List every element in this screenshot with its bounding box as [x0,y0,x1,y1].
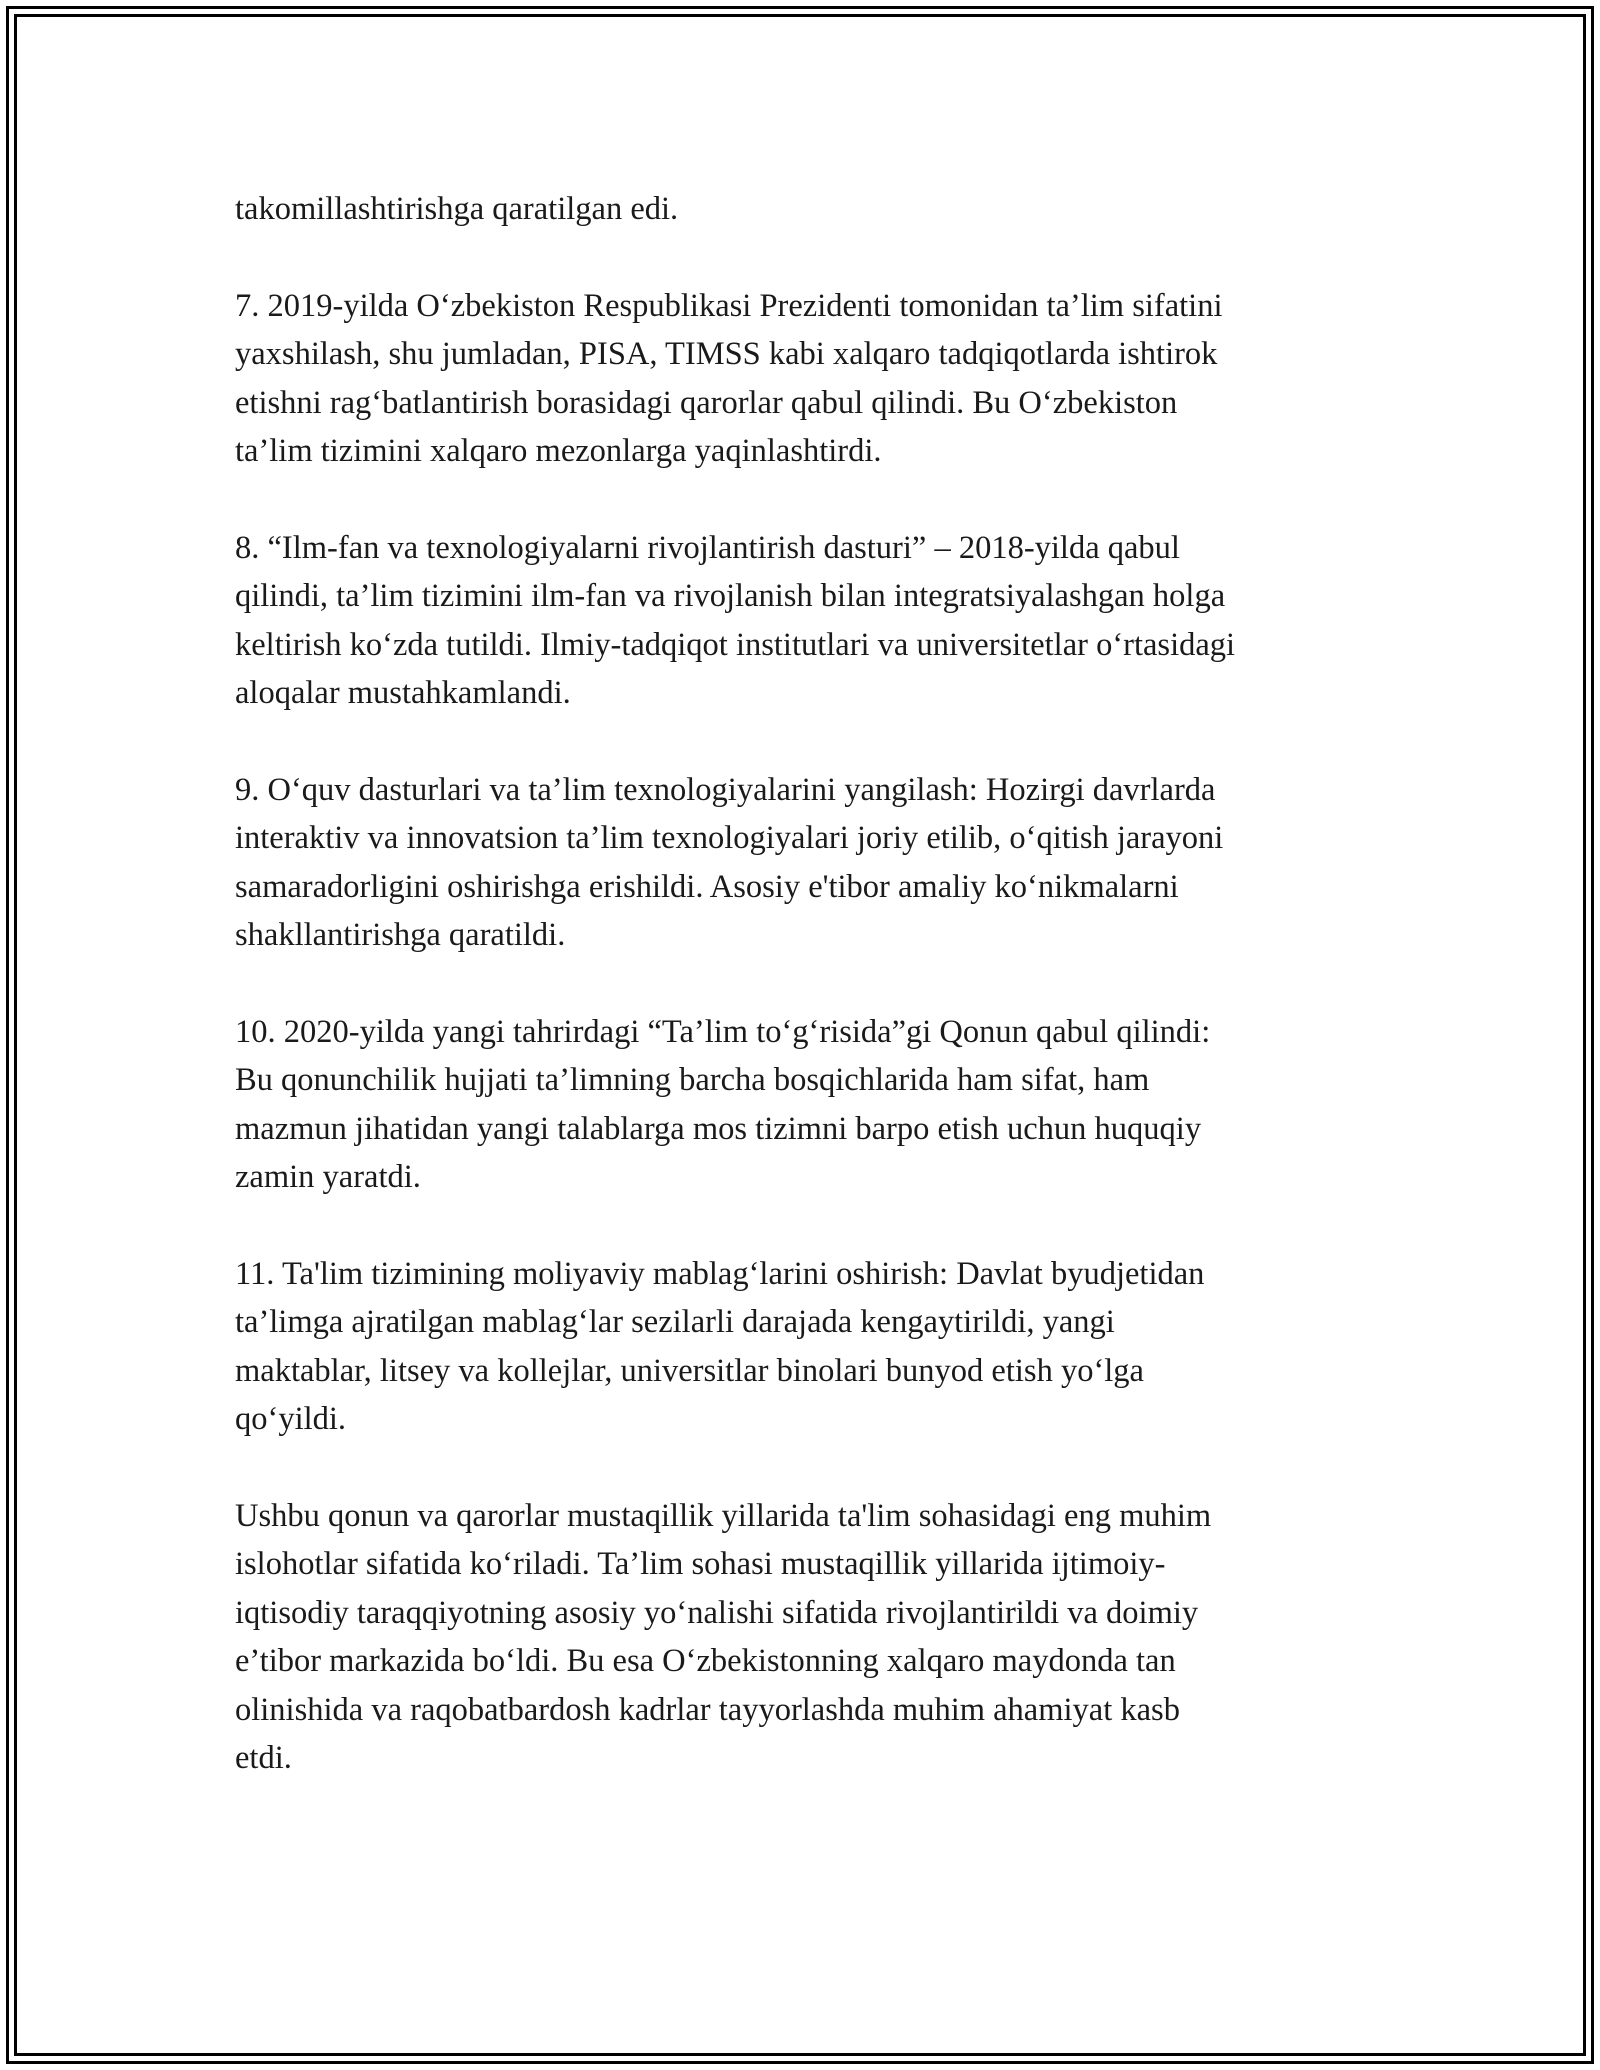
text-line: islohotlar sifatida ko‘riladi. Ta’lim sohasi mustaqillik yillarida ijtimoiy- [235,1546,1166,1583]
text-line: iqtisodiy taraqqiyotning asosiy yo‘nalishi sifatida rivojlantirildi va doimiy [235,1594,1199,1631]
paragraph-item-7 [235,282,1385,476]
text-line: 8. “Ilm-fan va texnologiyalarni rivojlantirish dasturi” – 2018-yilda qabul [235,529,1180,566]
paragraph-item-10 [235,1008,1385,1202]
text-line: qilindi, ta’lim tizimini ilm-fan va rivojlanish bilan integratsiyalashgan holga [235,578,1226,615]
paragraph-continuation [235,185,1385,233]
text-line: Bu qonunchilik hujjati ta’limning barcha bosqichlarida ham sifat, ham [235,1062,1150,1099]
text-line: shakllantirishga qaratildi. [235,917,566,954]
text-line: ta’lim tizimini xalqaro mezonlarga yaqinlashtirdi. [235,433,882,470]
text-line: Ushbu qonun va qarorlar mustaqillik yillarida ta'lim sohasidagi eng muhim [235,1497,1212,1534]
paragraph-item-8 [235,524,1385,718]
text-line: olinishida va raqobatbardosh kadrlar tayyorlashda muhim ahamiyat kasb [235,1691,1180,1728]
text-line: ta’limga ajratilgan mablag‘lar sezilarli darajada kengaytirildi, yangi [235,1304,1115,1341]
text-line: 10. 2020-yilda yangi tahrirdagi “Ta’lim to‘g‘risida”gi Qonun qabul qilindi: [235,1013,1211,1050]
text-line: takomillashtirishga qaratilgan edi. [235,191,679,227]
text-line: interaktiv va innovatsion ta’lim texnologiyalari joriy etilib, o‘qitish jarayoni [235,820,1224,857]
text-line: keltirish ko‘zda tutildi. Ilmiy-tadqiqot institutlari va universitetlar o‘rtasidagi [235,626,1236,663]
text-line: e’tibor markazida bo‘ldi. Bu esa O‘zbekistonning xalqaro maydonda tan [235,1643,1176,1680]
paragraph-item-11 [235,1250,1385,1444]
text-line: etishni rag‘batlantirish borasidagi qarorlar qabul qilindi. Bu O‘zbekiston [235,384,1178,421]
text-line: yaxshilash, shu jumladan, PISA, TIMSS kabi xalqaro tadqiqotlarda ishtirok [235,336,1218,373]
text-line: maktablar, litsey va kollejlar, universitlar binolari bunyod etish yo‘lga [235,1352,1144,1389]
paragraph-conclusion [235,1492,1385,1782]
text-line: mazmun jihatidan yangi talablarga mos tizimni barpo etish uchun huquqiy [235,1110,1202,1147]
text-line: qo‘yildi. [235,1401,347,1438]
text-line: 7. 2019-yilda O‘zbekiston Respublikasi Prezidenti tomonidan ta’lim sifatini [235,287,1223,324]
document-body [235,185,1385,1831]
text-line: samaradorligini oshirishga erishildi. Asosiy e'tibor amaliy ko‘nikmalarni [235,868,1179,905]
text-line: zamin yaratdi. [235,1159,421,1196]
paragraph-item-9 [235,766,1385,960]
text-line: etdi. [235,1739,292,1776]
text-line: 9. O‘quv dasturlari va ta’lim texnologiyalarini yangilash: Hozirgi davrlarda [235,771,1216,808]
text-line: aloqalar mustahkamlandi. [235,675,571,712]
text-line: 11. Ta'lim tizimining moliyaviy mablag‘larini oshirish: Davlat byudjetidan [235,1255,1205,1292]
